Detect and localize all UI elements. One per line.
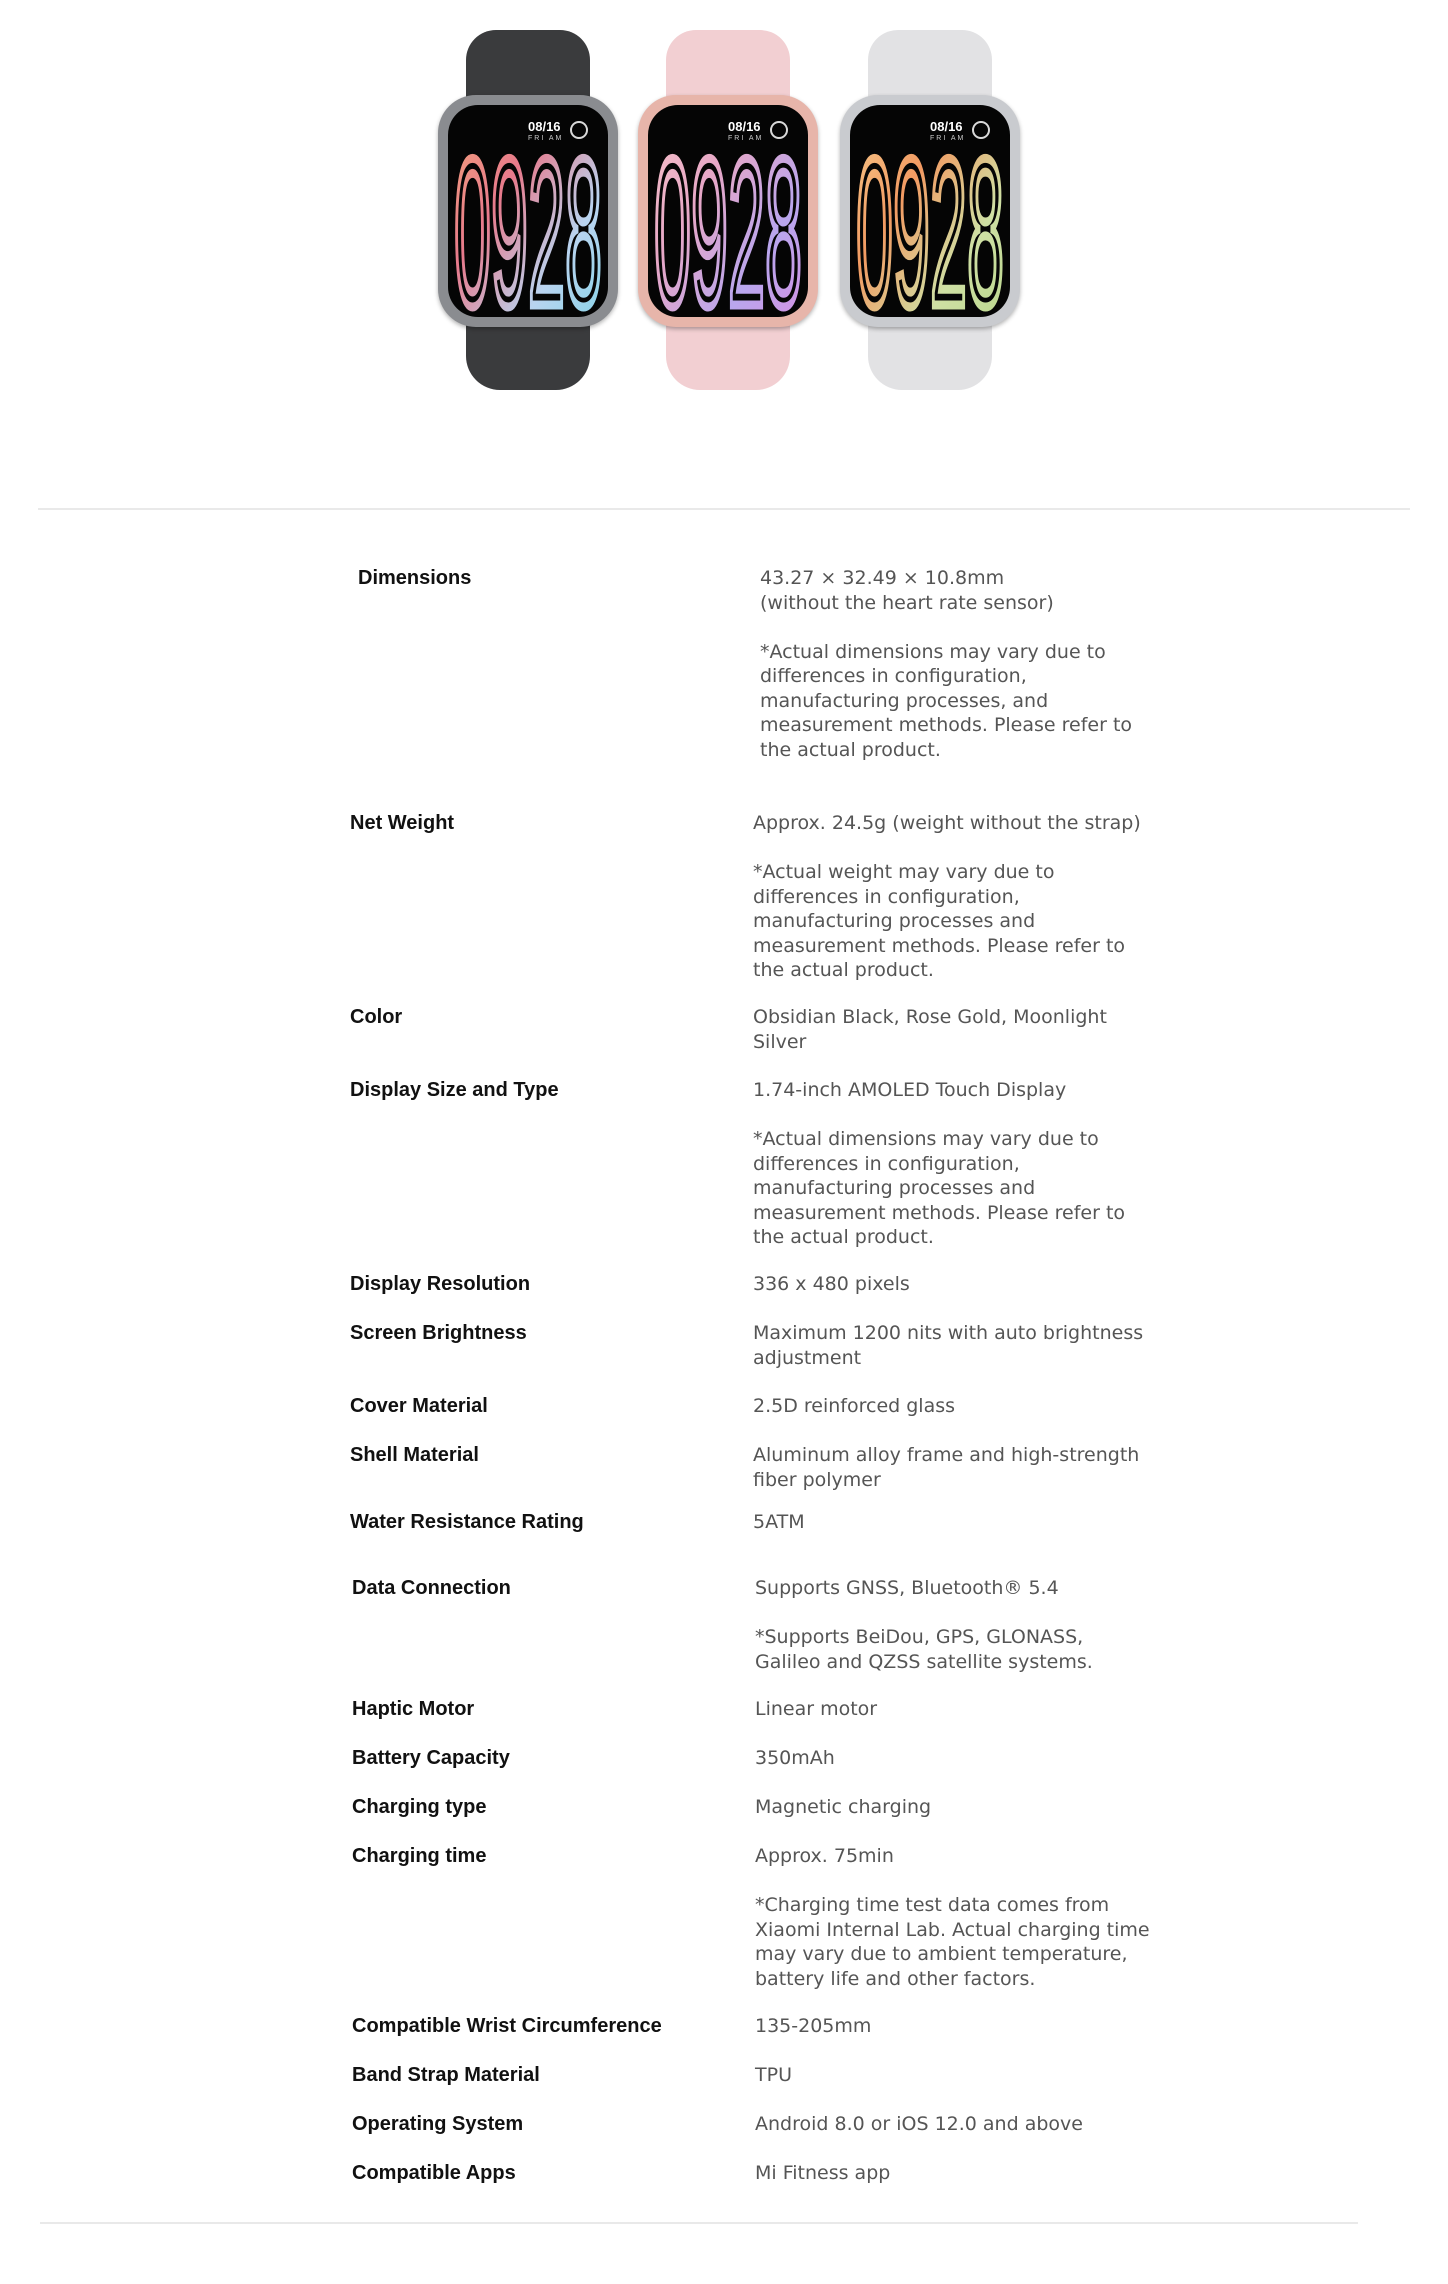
spec-label-band-strap-material: Band Strap Material <box>352 2064 540 2086</box>
watch-day: FRI AM <box>728 135 764 142</box>
spec-value-line: Xiaomi Internal Lab. Actual charging time <box>755 1918 1150 1941</box>
spec-value-line <box>755 1869 1155 1894</box>
spec-value-line: measurement methods. Please refer to <box>753 934 1126 957</box>
spec-value-line: Maximum 1200 nits with auto brightness <box>753 1322 1144 1344</box>
spec-value-line: *Charging time test data comes from <box>755 1894 1110 1916</box>
spec-value-compatible-apps <box>755 2161 1155 2186</box>
spec-value-line: 1.74-inch AMOLED Touch Display <box>753 1079 1067 1101</box>
activity-ring-icon <box>770 121 788 139</box>
spec-value-line: the actual product. <box>753 959 934 981</box>
spec-value-band-strap-material <box>755 2063 1155 2088</box>
spec-value-line: differences in configuration, <box>753 1152 1020 1175</box>
spec-label-compatible-apps: Compatible Apps <box>352 2162 516 2184</box>
svg-text:0928: 0928 <box>654 115 802 317</box>
watch-screen <box>648 105 808 317</box>
spec-value-line: Linear motor <box>755 1698 878 1720</box>
watch-image-silver <box>840 30 1020 390</box>
spec-label-charging-type: Charging type <box>352 1796 487 1818</box>
watch-date: 08/16 <box>930 119 963 134</box>
spec-label-charging-time: Charging time <box>352 1845 487 1867</box>
spec-value-line: *Actual dimensions may vary due to <box>753 1128 1099 1150</box>
spec-value-shell-material <box>753 1443 1153 1492</box>
spec-value-line: Silver <box>753 1030 807 1053</box>
watch-case <box>438 95 618 327</box>
spec-value-line: 2.5D reinforced glass <box>753 1395 956 1417</box>
spec-label-operating-system: Operating System <box>352 2113 524 2135</box>
spec-label-color: Color <box>350 1006 403 1028</box>
spec-value-line: Aluminum alloy frame and high-strength <box>753 1444 1140 1466</box>
spec-value-line: measurement methods. Please refer to <box>753 1201 1126 1224</box>
spec-value-line: *Supports BeiDou, GPS, GLONASS, <box>755 1626 1084 1648</box>
spec-label-cover-material: Cover Material <box>350 1395 488 1417</box>
spec-value-screen-brightness <box>753 1321 1153 1370</box>
spec-label-haptic-motor: Haptic Motor <box>352 1698 475 1720</box>
spec-value-charging-type <box>755 1795 1155 1820</box>
spec-value-line: battery life and other factors. <box>755 1967 1036 1990</box>
watch-date: 08/16 <box>728 119 761 134</box>
spec-label-shell-material: Shell Material <box>350 1444 479 1466</box>
spec-value-line: the actual product. <box>760 738 941 761</box>
activity-ring-icon <box>570 121 588 139</box>
spec-value-data-connection <box>755 1576 1155 1674</box>
spec-value-color <box>753 1005 1153 1054</box>
spec-value-charging-time <box>755 1844 1155 1991</box>
spec-value-dimensions <box>760 566 1160 762</box>
spec-value-haptic-motor <box>755 1697 1155 1722</box>
spec-label-water-resistance-rating: Water Resistance Rating <box>350 1511 584 1533</box>
spec-value-line: differences in configuration, <box>760 665 1027 687</box>
spec-value-line: measurement methods. Please refer to <box>760 714 1133 736</box>
spec-value-display-size-and-type <box>753 1078 1153 1250</box>
spec-value-line: Obsidian Black, Rose Gold, Moonlight <box>753 1006 1107 1028</box>
spec-label-dimensions: Dimensions <box>358 567 472 589</box>
spec-value-line: the actual product. <box>753 1226 934 1248</box>
spec-value-line: Galileo and QZSS satellite systems. <box>755 1650 1093 1673</box>
watch-image-black <box>438 30 618 390</box>
spec-label-screen-brightness: Screen Brightness <box>350 1322 527 1344</box>
spec-value-line: *Actual weight may vary due to <box>753 861 1055 883</box>
spec-value-line: 350mAh <box>755 1747 835 1769</box>
spec-value-net-weight <box>753 811 1153 983</box>
spec-label-display-resolution: Display Resolution <box>350 1273 531 1295</box>
spec-value-line: adjustment <box>753 1346 862 1369</box>
spec-value-line <box>753 836 1153 861</box>
watch-day: FRI AM <box>528 135 564 142</box>
spec-value-line: manufacturing processes and <box>753 910 1036 932</box>
watch-case <box>840 95 1020 327</box>
spec-value-line: differences in configuration, <box>753 885 1020 908</box>
watch-screen <box>850 105 1010 317</box>
watch-image-rose-gold <box>638 30 818 390</box>
spec-value-display-resolution <box>753 1272 1153 1297</box>
spec-value-line: Approx. 24.5g (weight without the strap) <box>753 812 1141 834</box>
spec-value-line: (without the heart rate sensor) <box>760 591 1054 614</box>
spec-value-line: 43.27 × 32.49 × 10.8mm <box>760 567 1005 589</box>
spec-value-line: Supports GNSS, Bluetooth® 5.4 <box>755 1577 1059 1599</box>
spec-value-line <box>755 1601 1155 1626</box>
spec-value-water-resistance-rating <box>753 1510 1153 1535</box>
spec-value-line: manufacturing processes and <box>753 1177 1036 1199</box>
spec-label-data-connection: Data Connection <box>352 1577 511 1599</box>
spec-value-line: 135-205mm <box>755 2015 872 2037</box>
product-hero <box>0 0 1448 420</box>
spec-label-net-weight: Net Weight <box>350 812 455 834</box>
spec-label-battery-capacity: Battery Capacity <box>352 1747 510 1769</box>
spec-value-battery-capacity <box>755 1746 1155 1771</box>
spec-value-line: Approx. 75min <box>755 1845 894 1867</box>
spec-value-line: *Actual dimensions may vary due to <box>760 640 1106 663</box>
divider-top <box>38 508 1410 510</box>
svg-text:0928: 0928 <box>856 115 1004 317</box>
watch-date: 08/16 <box>528 119 561 134</box>
spec-value-line: Magnetic charging <box>755 1796 932 1818</box>
spec-value-cover-material <box>753 1394 1153 1419</box>
watch-screen <box>448 105 608 317</box>
divider-bottom <box>40 2222 1358 2224</box>
spec-value-line: fiber polymer <box>753 1468 881 1491</box>
watch-case <box>638 95 818 327</box>
spec-value-compatible-wrist-circumference <box>755 2014 1155 2039</box>
watch-day: FRI AM <box>930 135 966 142</box>
spec-value-line <box>760 615 1160 640</box>
spec-value-line: may vary due to ambient temperature, <box>755 1943 1128 1965</box>
spec-value-line: manufacturing processes, and <box>760 689 1049 712</box>
spec-value-line <box>753 1103 1153 1128</box>
spec-value-line: 5ATM <box>753 1511 805 1533</box>
spec-label-display-size-and-type: Display Size and Type <box>350 1079 559 1101</box>
spec-label-compatible-wrist-circumference: Compatible Wrist Circumference <box>352 2015 662 2037</box>
spec-value-line: 336 x 480 pixels <box>753 1273 910 1295</box>
activity-ring-icon <box>972 121 990 139</box>
spec-value-operating-system <box>755 2112 1155 2137</box>
spec-value-line: TPU <box>755 2064 792 2086</box>
spec-value-line: Mi Fitness app <box>755 2162 891 2184</box>
svg-text:0928: 0928 <box>454 115 602 317</box>
spec-value-line: Android 8.0 or iOS 12.0 and above <box>755 2113 1083 2135</box>
